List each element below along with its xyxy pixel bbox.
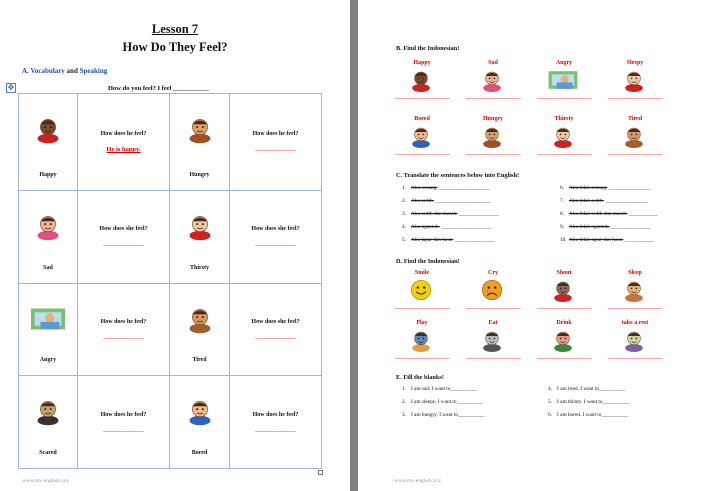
feeling-name: Angry	[39, 357, 57, 364]
section-a-heading	[22, 67, 107, 75]
eating-table-icon	[475, 328, 509, 352]
translation-sentence	[560, 211, 658, 217]
worksheet-page-1	[0, 0, 350, 491]
translation-sentence	[560, 185, 651, 191]
sentence-text: Aku tidak senang.	[569, 185, 608, 191]
feeling-answer[interactable]: _______________	[255, 241, 296, 248]
picture-label: Bored	[414, 116, 430, 122]
translation-sentence	[402, 198, 491, 204]
picture-label: take a rest	[621, 320, 649, 326]
picture-label: Shout	[556, 270, 572, 276]
feeling-question-cell	[230, 190, 322, 283]
picture-label: Smile	[414, 270, 430, 276]
sentence-number: 1.	[402, 185, 406, 191]
answer-line[interactable]: _____________________	[465, 94, 521, 100]
lesson-number: Lesson 7	[151, 22, 199, 36]
answer-line[interactable]: _____________________	[607, 150, 663, 156]
feeling-question-cell	[78, 190, 170, 283]
resting-person-icon	[617, 328, 651, 352]
picture-label: Drink	[556, 320, 572, 326]
feeling-question-cell	[230, 283, 322, 376]
feeling-name: Tired	[192, 357, 207, 364]
answer-line[interactable]: ________________	[605, 198, 648, 204]
feeling-picture-cell	[19, 283, 78, 376]
feeling-picture-cell	[19, 190, 78, 283]
sentence-text: Aku lapar dan haus.	[411, 237, 454, 243]
feeling-name: Bored	[191, 450, 208, 456]
footer-url: www.my-english.xyz	[394, 478, 441, 484]
feeling-question: How does he feel?	[100, 130, 147, 137]
answer-line[interactable]: _____________________	[394, 354, 450, 360]
feelings-row	[19, 94, 322, 191]
answer-line[interactable]: ________________	[608, 185, 652, 191]
blank-text: I am bored. I want to__________	[557, 412, 628, 418]
sentence-text: Aku senang.	[411, 185, 438, 191]
answer-line[interactable]: _____________________	[465, 304, 521, 310]
answer-line[interactable]: _____________________	[394, 94, 450, 100]
sentence-number: 3.	[402, 211, 406, 217]
answer-line[interactable]: _____________________	[536, 354, 592, 360]
picture-label: Angry	[555, 60, 573, 66]
sad-girl-icon	[29, 209, 67, 248]
feelings-table	[18, 93, 322, 469]
feeling-question: How does he feel?	[252, 411, 299, 418]
bored-boy-icon	[404, 124, 438, 148]
worksheet-page-2	[358, 0, 712, 491]
fill-blank-sentence[interactable]	[548, 386, 626, 392]
hungry-boy-icon	[475, 124, 509, 148]
sentence-text: Aku tidak lapar dan haus.	[569, 237, 624, 243]
sentence-number: 2.	[402, 198, 406, 204]
blank-text: I am sleepy. I want to__________	[411, 399, 484, 405]
fill-blank-sentence[interactable]	[402, 412, 485, 418]
happy-boy-icon	[404, 68, 438, 92]
sentence-number: 10.	[560, 237, 567, 243]
feeling-picture-cell	[170, 376, 230, 469]
lesson-title: How Do They Feel?	[122, 40, 228, 54]
picture-label: Tired	[627, 116, 643, 122]
blank-number: 6.	[548, 412, 552, 418]
answer-line[interactable]: _____________________	[607, 94, 663, 100]
playing-kids-icon	[404, 328, 438, 352]
blank-number: 2.	[402, 399, 406, 405]
sentence-number: 5.	[402, 237, 406, 243]
shouting-bird-icon	[546, 278, 580, 302]
feeling-name: Scared	[39, 450, 57, 456]
feeling-answer[interactable]: _______________	[103, 333, 144, 340]
smiley-icon	[404, 278, 438, 302]
table-move-handle-icon[interactable]: ✥	[7, 83, 15, 92]
feeling-question-cell	[78, 283, 170, 376]
feeling-name: Hungry	[189, 171, 210, 178]
feel-prompt: How do you feel? I feel ___________	[108, 85, 209, 92]
hungry-boy-icon	[181, 112, 219, 151]
translation-sentence	[402, 237, 494, 243]
bored-boy-icon	[181, 394, 219, 433]
feeling-question: How does he feel?	[252, 131, 299, 138]
feelings-row	[19, 376, 322, 469]
fill-blank-sentence[interactable]	[548, 399, 629, 405]
answer-line[interactable]: _______________	[611, 224, 651, 230]
blank-number: 3.	[402, 412, 406, 418]
section-a-part2: Speaking	[79, 67, 108, 75]
picture-label: Happy	[413, 60, 431, 66]
answer-line[interactable]: ___________	[628, 211, 658, 217]
angry-man-icon	[29, 302, 67, 341]
translation-sentence	[402, 224, 492, 230]
section-a-letter: A.	[22, 67, 29, 75]
thirsty-girl-icon	[181, 209, 219, 248]
sentence-text: Aku tidak sedih dan marah.	[569, 211, 628, 217]
answer-line[interactable]: ___________	[624, 237, 654, 243]
picture-label: Sleep	[628, 270, 642, 276]
feeling-answer[interactable]: He is happy.	[106, 145, 141, 153]
feeling-picture-cell	[170, 190, 230, 283]
feeling-answer[interactable]: _______________	[103, 426, 144, 433]
blank-number: 5.	[548, 399, 552, 405]
picture-label: Eat	[488, 320, 498, 326]
feeling-question: How does he feel?	[100, 318, 147, 325]
translation-sentence	[560, 198, 648, 204]
feeling-picture-cell	[170, 283, 230, 376]
feeling-question: How does he feel?	[100, 411, 147, 418]
tired-girl-icon	[181, 302, 219, 341]
blank-text: I am tired. I want to__________	[557, 386, 626, 392]
feeling-question: How does she feel?	[99, 226, 148, 233]
feeling-name: Sad	[43, 264, 53, 271]
answer-line[interactable]: _____________________	[394, 304, 450, 310]
fill-blank-sentence[interactable]	[402, 386, 477, 392]
tired-girl-icon	[617, 124, 651, 148]
blank-text: I am hungry. I want to__________	[411, 412, 485, 418]
feeling-answer[interactable]: _______________	[103, 241, 144, 248]
feeling-name: Happy	[39, 171, 57, 178]
section-a-and: and	[66, 67, 78, 75]
feeling-picture-cell	[19, 94, 78, 191]
answer-line[interactable]: _____________________	[465, 150, 521, 156]
sentence-text: Aku sedih dan marah.	[411, 211, 458, 217]
answer-line[interactable]: _____________________	[536, 150, 592, 156]
feeling-question-cell	[230, 376, 322, 469]
feelings-row	[19, 283, 322, 376]
feeling-question-cell	[78, 94, 170, 191]
sentence-number: 9.	[560, 224, 564, 230]
feeling-picture-cell	[170, 94, 230, 191]
fill-blank-sentence[interactable]	[402, 399, 483, 405]
feeling-name: Thirsty	[189, 264, 209, 271]
crying-face-icon	[475, 278, 509, 302]
blank-text: I am thirsty. I want to__________	[557, 399, 630, 405]
picture-label: Thirsty	[554, 116, 574, 122]
scared-boy-icon	[29, 394, 67, 433]
feeling-answer[interactable]: _______________	[255, 333, 296, 340]
answer-line[interactable]: _____________________	[435, 198, 491, 204]
picture-label: Hungry	[482, 116, 503, 122]
answer-line[interactable]: _____________________	[536, 94, 592, 100]
answer-line[interactable]: _______________	[458, 211, 499, 217]
feeling-question-cell	[78, 376, 170, 469]
feeling-question: How does she feel?	[251, 318, 300, 325]
thirsty-girl-icon	[546, 124, 580, 148]
feeling-question-cell	[230, 94, 322, 191]
sentence-number: 6.	[560, 185, 564, 191]
answer-line[interactable]: _____________________	[607, 304, 663, 310]
picture-label: Sad	[488, 60, 498, 66]
drinking-couple-icon	[546, 328, 580, 352]
angry-man-icon	[546, 68, 580, 92]
sentence-text: Aku ngantuk.	[411, 224, 440, 230]
sentence-number: 7.	[560, 198, 564, 204]
translation-sentence	[560, 224, 651, 230]
answer-line[interactable]: _____________________	[394, 150, 450, 156]
section-e-heading: E. Fill the blanks!	[396, 374, 444, 381]
sleepy-dwarf-icon	[617, 68, 651, 92]
sleeping-person-icon	[617, 278, 651, 302]
blank-number: 1.	[402, 386, 406, 392]
blank-text: I am sad. I want to__________	[411, 386, 477, 392]
feeling-answer[interactable]: _______________	[255, 426, 296, 433]
feelings-row	[19, 190, 322, 283]
feeling-question: How does she feel?	[251, 226, 300, 233]
answer-line[interactable]: _____________________	[607, 354, 663, 360]
translation-sentence	[402, 185, 489, 191]
sentence-text: Aku tidak ngantuk.	[569, 224, 610, 230]
answer-line[interactable]: _______________	[454, 237, 495, 243]
answer-line[interactable]: _____________________	[465, 354, 521, 360]
blank-number: 4.	[548, 386, 552, 392]
section-d-heading: D. Find the Indonesian!	[396, 258, 460, 265]
table-resize-handle[interactable]	[318, 470, 323, 475]
translation-sentence	[402, 211, 499, 217]
happy-boy-icon	[29, 112, 67, 151]
sentence-number: 8.	[560, 211, 564, 217]
section-b-heading: B. Find the Indonesian!	[396, 45, 460, 52]
sad-girl-icon	[475, 68, 509, 92]
picture-label: Sleepy	[626, 60, 644, 66]
translation-sentence	[560, 237, 654, 243]
section-a-part1: Vocabulary	[30, 67, 65, 75]
answer-line[interactable]: ___________________	[441, 224, 492, 230]
fill-blank-sentence[interactable]	[548, 412, 628, 418]
footer-url: www.my-english.xyz	[22, 478, 69, 484]
section-c-heading: C. Translate the sentences below into English!	[396, 172, 520, 179]
sentence-text: Aku sedih.	[411, 198, 434, 204]
feeling-answer[interactable]: _______________	[255, 146, 296, 153]
feeling-picture-cell	[19, 376, 78, 469]
answer-line[interactable]: _____________________	[536, 304, 592, 310]
picture-label: Cry	[488, 270, 498, 276]
picture-label: Play	[416, 320, 428, 326]
answer-line[interactable]: ___________________	[438, 185, 490, 191]
sentence-text: Aku tidak sedih.	[569, 198, 604, 204]
sentence-number: 4.	[402, 224, 406, 230]
